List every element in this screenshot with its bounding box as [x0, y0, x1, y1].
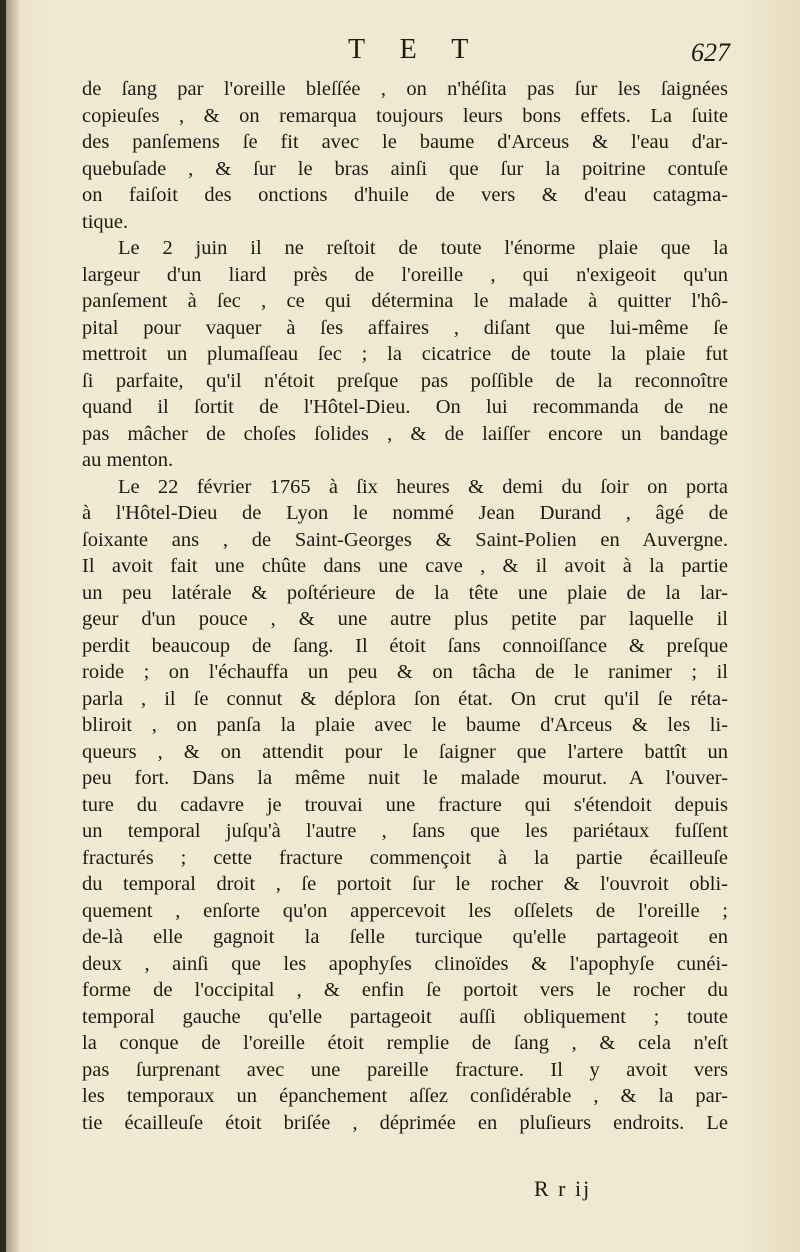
text-line: temporal gauche qu'elle partageoit auſſi obliquement ; toute [82, 1005, 728, 1028]
text-line: ſoixante ans , de Saint-Georges & Saint-Polien en Auvergne. [82, 528, 728, 551]
text-line: on faiſoit des onctions d'huile de vers & d'eau catagma- [82, 184, 728, 206]
text-line: de-là elle gagnoit la ſelle turcique qu'elle partageoit en [82, 926, 728, 948]
signature-mark: R r ij [534, 1176, 592, 1201]
text-line: geur d'un pouce , & une autre plus petite par laquelle il [82, 608, 728, 630]
text-line: du temporal droit , ſe portoit ſur le rocher & l'ouvroit obli- [82, 873, 728, 895]
text-line: la conque de l'oreille étoit remplie de ſang , & cela n'eſt [82, 1032, 728, 1054]
text-line: forme de l'occipital , & enfin ſe portoit vers le rocher du [82, 979, 728, 1001]
text-line: bliroit , on panſa la plaie avec le baume d'Arceus & les li- [82, 714, 728, 736]
text-line: panſement à ſec , ce qui détermina le malade à quitter l'hô- [82, 290, 728, 312]
text-line: peu fort. Dans la même nuit le malade mourut. A l'ouver- [82, 767, 728, 789]
text-line: Il avoit fait une chûte dans une cave , & il avoit à la partie [82, 555, 728, 577]
text-line: tique. [82, 210, 129, 233]
text-line: copieuſes , & on remarqua toujours leurs bons effets. La ſuite [82, 104, 728, 127]
text-line: largeur d'un liard près de l'oreille , qui n'exigeoit qu'un [82, 263, 728, 286]
text-line: à l'Hôtel-Dieu de Lyon le nommé Jean Durand , âgé de [82, 502, 728, 524]
text-line: des panſemens ſe fit avec le baume d'Arceus & l'eau d'ar- [82, 131, 728, 153]
running-head: T E T [348, 34, 483, 65]
body-text [82, 76, 728, 1136]
text-line: un temporal juſqu'à l'autre , ſans que les pariétaux fuſſent [82, 820, 728, 842]
text-line: pital pour vaquer à ſes affaires , diſant que lui-même ſe [82, 316, 728, 339]
text-line: pas mâcher de choſes ſolides , & de laiſſer encore un bandage [82, 422, 728, 445]
text-line: ture du cadavre je trouvai une fracture qui s'étendoit depuis [82, 793, 728, 816]
text-line: deux , ainſi que les apophyſes clinoïdes & l'apophyſe cunéi- [82, 952, 728, 975]
text-line: ſi parfaite, qu'il n'étoit preſque pas poſſible de la reconnoître [82, 369, 728, 392]
text-line: parla , il ſe connut & déplora ſon état. On crut qu'il ſe réta- [82, 687, 728, 710]
text-line: Le 2 juin il ne reſtoit de toute l'énorme plaie que la [118, 237, 728, 259]
page-header [80, 34, 730, 74]
text-line: roide ; on l'échauffa un peu & on tâcha de le ranimer ; il [82, 661, 728, 683]
text-line: Le 22 février 1765 à ſix heures & demi du ſoir on porta [118, 475, 728, 498]
page-number: 627 [691, 38, 730, 67]
text-line: quand il ſortit de l'Hôtel-Dieu. On lui recommanda de ne [82, 396, 728, 418]
text-line: un peu latérale & poſtérieure de la tête une plaie de la lar- [82, 581, 728, 604]
text-line: quebuſade , & ſur le bras ainſi que ſur la poitrine contuſe [82, 157, 728, 180]
text-line: pas ſurprenant avec une pareille fracture. Il y avoit vers [82, 1058, 728, 1081]
text-line: quement , enſorte qu'on appercevoit les oſſelets de l'oreille ; [82, 899, 728, 922]
text-line: mettroit un plumaſſeau ſec ; la cicatrice de toute la plaie fut [82, 343, 728, 365]
text-line: perdit beaucoup de ſang. Il étoit ſans connoiſſance & preſque [82, 634, 728, 657]
text-line: au menton. [82, 449, 174, 471]
binding-shadow [6, 0, 20, 1252]
text-line: queurs , & on attendit pour le ſaigner que l'artere battît un [82, 740, 728, 763]
text-line: tie écailleuſe étoit briſée , déprimée en pluſieurs endroits. Le [82, 1111, 728, 1134]
text-line: fracturés ; cette fracture commençoit à la partie écailleuſe [82, 846, 728, 869]
text-line: les temporaux un épanchement aſſez conſidérable , & la par- [82, 1085, 728, 1107]
text-line: de ſang par l'oreille bleſſée , on n'héſita pas ſur les ſaignées [82, 78, 728, 100]
